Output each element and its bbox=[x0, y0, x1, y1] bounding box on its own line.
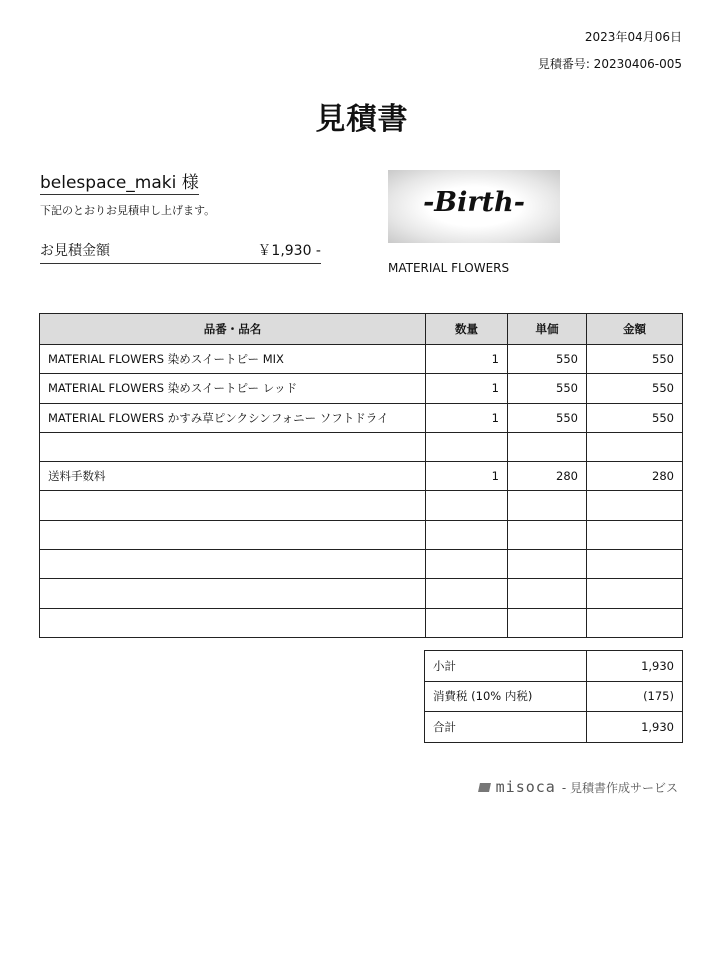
amount-cell bbox=[587, 491, 683, 520]
table-row bbox=[40, 432, 683, 461]
header-unit-price: 単価 bbox=[508, 314, 587, 345]
item-name-cell bbox=[40, 550, 426, 579]
quantity-cell bbox=[426, 579, 508, 608]
client-name: belespace_maki 様 bbox=[40, 168, 199, 195]
quantity-cell bbox=[426, 432, 508, 461]
estimate-number: 見積番号: 20230406-005 bbox=[537, 57, 682, 71]
issue-date: 2023年04月06日 bbox=[584, 30, 682, 44]
amount-cell bbox=[587, 579, 683, 608]
summary-value: 1,930 bbox=[587, 712, 683, 743]
table-header-row bbox=[40, 314, 683, 345]
summary-value: 1,930 bbox=[587, 651, 683, 682]
unit-price-cell: 550 bbox=[508, 374, 587, 403]
amount-cell bbox=[587, 432, 683, 461]
quantity-cell bbox=[426, 520, 508, 549]
table-row bbox=[40, 608, 683, 637]
unit-price-cell: 550 bbox=[508, 345, 587, 374]
items-table bbox=[39, 313, 683, 638]
amount-cell bbox=[587, 520, 683, 549]
summary-table bbox=[424, 650, 683, 743]
summary-value: (175) bbox=[587, 681, 683, 712]
table-row bbox=[40, 520, 683, 549]
item-name-cell bbox=[40, 579, 426, 608]
quantity-cell bbox=[426, 608, 508, 637]
company-name: MATERIAL FLOWERS bbox=[388, 261, 510, 275]
company-logo bbox=[388, 170, 560, 243]
unit-price-cell bbox=[508, 432, 587, 461]
summary-row bbox=[425, 681, 683, 712]
summary-row bbox=[425, 651, 683, 682]
quantity-cell: 1 bbox=[426, 345, 508, 374]
greeting-text: 下記のとおりお見積申し上げます。 bbox=[40, 204, 216, 217]
table-row bbox=[40, 491, 683, 520]
item-name-cell bbox=[40, 608, 426, 637]
amount-value: ￥1,930 - bbox=[257, 243, 321, 259]
header-quantity: 数量 bbox=[426, 314, 508, 345]
quantity-cell: 1 bbox=[426, 462, 508, 491]
amount-cell: 550 bbox=[587, 374, 683, 403]
table-row bbox=[40, 374, 683, 403]
summary-label: 合計 bbox=[425, 712, 587, 743]
unit-price-cell bbox=[508, 491, 587, 520]
header-item-name: 品番・品名 bbox=[40, 314, 426, 345]
item-name-cell bbox=[40, 491, 426, 520]
document-title: 見積書 bbox=[315, 102, 409, 137]
item-name-cell: MATERIAL FLOWERS 染めスイートピー MIX bbox=[40, 345, 426, 374]
item-name-cell: 送料手数料 bbox=[40, 462, 426, 491]
item-name-cell bbox=[40, 432, 426, 461]
estimate-amount bbox=[40, 240, 321, 264]
quantity-cell: 1 bbox=[426, 374, 508, 403]
summary-row bbox=[425, 712, 683, 743]
quantity-cell bbox=[426, 550, 508, 579]
quantity-cell bbox=[426, 491, 508, 520]
unit-price-cell: 280 bbox=[508, 462, 587, 491]
unit-price-cell bbox=[508, 550, 587, 579]
amount-cell: 550 bbox=[587, 403, 683, 432]
unit-price-cell bbox=[508, 608, 587, 637]
amount-cell: 550 bbox=[587, 345, 683, 374]
footer-tagline: - 見積書作成サービス bbox=[561, 780, 678, 795]
table-row bbox=[40, 345, 683, 374]
item-name-cell bbox=[40, 520, 426, 549]
unit-price-cell bbox=[508, 520, 587, 549]
table-row bbox=[40, 579, 683, 608]
table-row bbox=[40, 550, 683, 579]
misoca-logo-icon bbox=[478, 783, 491, 792]
footer-brand: misoca bbox=[495, 778, 556, 796]
amount-cell: 280 bbox=[587, 462, 683, 491]
table-row bbox=[40, 462, 683, 491]
table-row bbox=[40, 403, 683, 432]
header-amount: 金額 bbox=[587, 314, 683, 345]
quantity-cell: 1 bbox=[426, 403, 508, 432]
amount-cell bbox=[587, 550, 683, 579]
unit-price-cell bbox=[508, 579, 587, 608]
amount-label: お見積金額 bbox=[40, 243, 110, 259]
summary-label: 消費税 (10% 内税) bbox=[425, 681, 587, 712]
footer bbox=[479, 778, 678, 796]
unit-price-cell: 550 bbox=[508, 403, 587, 432]
logo-text: -Birth- bbox=[423, 187, 525, 218]
item-name-cell: MATERIAL FLOWERS 染めスイートピー レッド bbox=[40, 374, 426, 403]
summary-label: 小計 bbox=[425, 651, 587, 682]
item-name-cell: MATERIAL FLOWERS かすみ草ピンクシンフォニー ソフトドライ bbox=[40, 403, 426, 432]
amount-cell bbox=[587, 608, 683, 637]
